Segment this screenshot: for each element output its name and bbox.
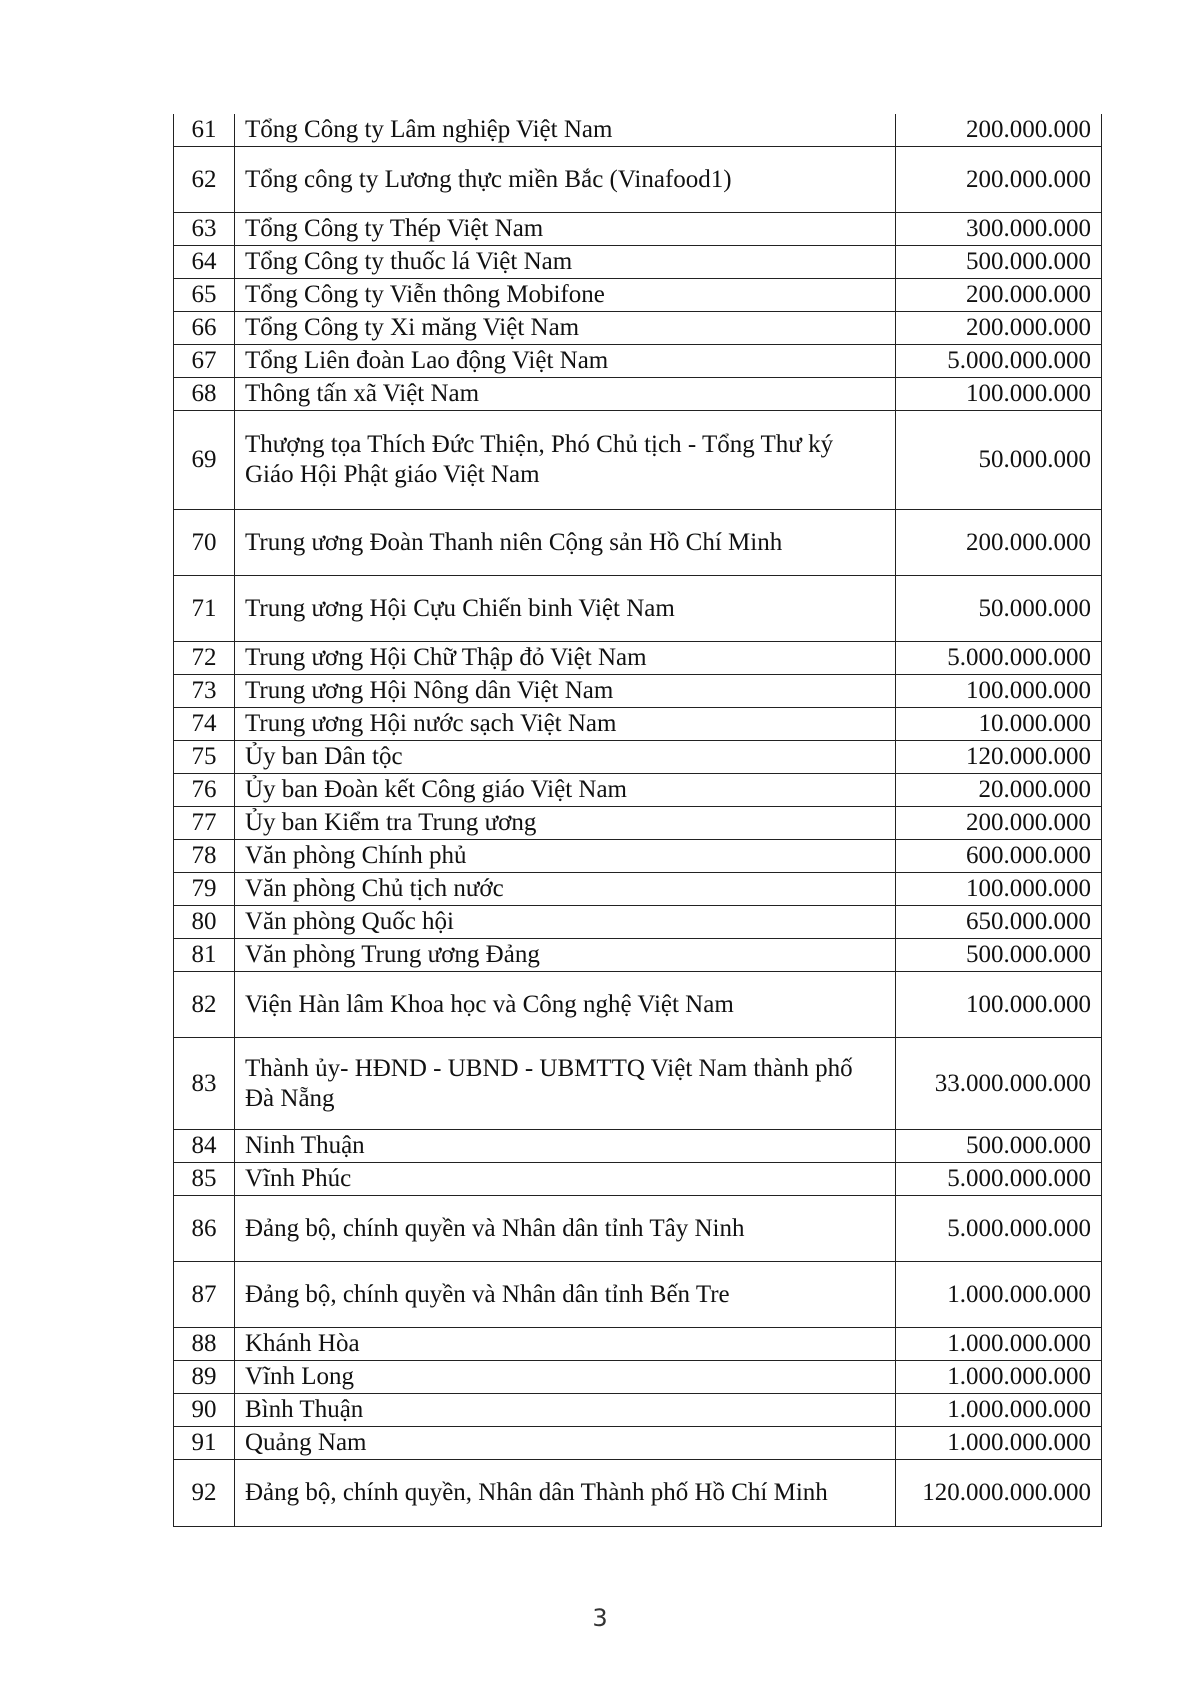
donor-name: Tổng Công ty Thép Việt Nam bbox=[235, 213, 896, 246]
donation-amount: 200.000.000 bbox=[896, 279, 1102, 312]
row-number: 90 bbox=[174, 1394, 235, 1427]
donor-name: Trung ương Hội Nông dân Việt Nam bbox=[235, 675, 896, 708]
table-row bbox=[174, 1262, 1102, 1328]
donor-name: Thành ủy- HĐND - UBND - UBMTTQ Việt Nam thành phố Đà Nẵng bbox=[235, 1038, 896, 1130]
donation-amount: 500.000.000 bbox=[896, 939, 1102, 972]
table-row bbox=[174, 1427, 1102, 1460]
row-number: 75 bbox=[174, 741, 235, 774]
donor-name: Trung ương Hội nước sạch Việt Nam bbox=[235, 708, 896, 741]
donor-name: Tổng Công ty Xi măng Việt Nam bbox=[235, 312, 896, 345]
donor-name: Trung ương Hội Chữ Thập đỏ Việt Nam bbox=[235, 642, 896, 675]
donation-amount: 50.000.000 bbox=[896, 411, 1102, 510]
table-row bbox=[174, 1163, 1102, 1196]
row-number: 72 bbox=[174, 642, 235, 675]
table-row bbox=[174, 1361, 1102, 1394]
table-row bbox=[174, 1394, 1102, 1427]
page-number: 3 bbox=[592, 1604, 608, 1632]
donor-name: Tổng Liên đoàn Lao động Việt Nam bbox=[235, 345, 896, 378]
donation-amount: 650.000.000 bbox=[896, 906, 1102, 939]
donations-table bbox=[173, 114, 1102, 1527]
donation-amount: 1.000.000.000 bbox=[896, 1328, 1102, 1361]
donor-name: Vĩnh Phúc bbox=[235, 1163, 896, 1196]
donation-amount: 300.000.000 bbox=[896, 213, 1102, 246]
donor-name: Đảng bộ, chính quyền, Nhân dân Thành phố Hồ Chí Minh bbox=[235, 1460, 896, 1527]
row-number: 86 bbox=[174, 1196, 235, 1262]
row-number: 88 bbox=[174, 1328, 235, 1361]
donation-amount: 1.000.000.000 bbox=[896, 1262, 1102, 1328]
table-row bbox=[174, 1460, 1102, 1527]
table-row bbox=[174, 246, 1102, 279]
row-number: 81 bbox=[174, 939, 235, 972]
donation-amount: 200.000.000 bbox=[896, 510, 1102, 576]
donation-amount: 5.000.000.000 bbox=[896, 1163, 1102, 1196]
donor-name: Tổng Công ty Viễn thông Mobifone bbox=[235, 279, 896, 312]
table-row bbox=[174, 1130, 1102, 1163]
donation-amount: 500.000.000 bbox=[896, 246, 1102, 279]
donor-name: Văn phòng Chủ tịch nước bbox=[235, 873, 896, 906]
table-row bbox=[174, 279, 1102, 312]
table-row bbox=[174, 873, 1102, 906]
donation-amount: 500.000.000 bbox=[896, 1130, 1102, 1163]
donation-amount: 1.000.000.000 bbox=[896, 1394, 1102, 1427]
table-row bbox=[174, 741, 1102, 774]
donation-amount: 200.000.000 bbox=[896, 114, 1102, 147]
donation-amount: 100.000.000 bbox=[896, 675, 1102, 708]
row-number: 89 bbox=[174, 1361, 235, 1394]
row-number: 74 bbox=[174, 708, 235, 741]
row-number: 78 bbox=[174, 840, 235, 873]
donor-name: Viện Hàn lâm Khoa học và Công nghệ Việt Nam bbox=[235, 972, 896, 1038]
table-row bbox=[174, 411, 1102, 510]
table-row bbox=[174, 939, 1102, 972]
donor-name: Ủy ban Đoàn kết Công giáo Việt Nam bbox=[235, 774, 896, 807]
row-number: 70 bbox=[174, 510, 235, 576]
donation-amount: 100.000.000 bbox=[896, 873, 1102, 906]
donation-amount: 5.000.000.000 bbox=[896, 642, 1102, 675]
table-row bbox=[174, 774, 1102, 807]
table-row bbox=[174, 972, 1102, 1038]
row-number: 82 bbox=[174, 972, 235, 1038]
donation-amount: 20.000.000 bbox=[896, 774, 1102, 807]
donation-amount: 200.000.000 bbox=[896, 312, 1102, 345]
donor-name: Văn phòng Quốc hội bbox=[235, 906, 896, 939]
donation-amount: 33.000.000.000 bbox=[896, 1038, 1102, 1130]
donor-name: Văn phòng Trung ương Đảng bbox=[235, 939, 896, 972]
donor-name: Bình Thuận bbox=[235, 1394, 896, 1427]
table-row bbox=[174, 1038, 1102, 1130]
donation-amount: 200.000.000 bbox=[896, 807, 1102, 840]
row-number: 67 bbox=[174, 345, 235, 378]
donation-amount: 1.000.000.000 bbox=[896, 1427, 1102, 1460]
donation-amount: 10.000.000 bbox=[896, 708, 1102, 741]
table-row bbox=[174, 1328, 1102, 1361]
table-row bbox=[174, 147, 1102, 213]
table-row bbox=[174, 906, 1102, 939]
donation-amount: 120.000.000.000 bbox=[896, 1460, 1102, 1527]
row-number: 91 bbox=[174, 1427, 235, 1460]
row-number: 63 bbox=[174, 213, 235, 246]
row-number: 79 bbox=[174, 873, 235, 906]
donation-amount: 1.000.000.000 bbox=[896, 1361, 1102, 1394]
row-number: 68 bbox=[174, 378, 235, 411]
donor-name: Tổng Công ty Lâm nghiệp Việt Nam bbox=[235, 114, 896, 147]
table-row bbox=[174, 675, 1102, 708]
table-row bbox=[174, 642, 1102, 675]
row-number: 61 bbox=[174, 114, 235, 147]
donor-name: Quảng Nam bbox=[235, 1427, 896, 1460]
donation-amount: 120.000.000 bbox=[896, 741, 1102, 774]
donor-name: Ủy ban Dân tộc bbox=[235, 741, 896, 774]
table-row bbox=[174, 708, 1102, 741]
donor-name: Ninh Thuận bbox=[235, 1130, 896, 1163]
row-number: 76 bbox=[174, 774, 235, 807]
row-number: 83 bbox=[174, 1038, 235, 1130]
row-number: 69 bbox=[174, 411, 235, 510]
donation-amount: 5.000.000.000 bbox=[896, 345, 1102, 378]
row-number: 66 bbox=[174, 312, 235, 345]
donation-amount: 100.000.000 bbox=[896, 972, 1102, 1038]
table-row bbox=[174, 840, 1102, 873]
donor-name: Tổng công ty Lương thực miền Bắc (Vinafood1) bbox=[235, 147, 896, 213]
table-row bbox=[174, 510, 1102, 576]
donor-name: Đảng bộ, chính quyền và Nhân dân tỉnh Bến Tre bbox=[235, 1262, 896, 1328]
table-row bbox=[174, 576, 1102, 642]
donor-name: Vĩnh Long bbox=[235, 1361, 896, 1394]
row-number: 87 bbox=[174, 1262, 235, 1328]
donor-name: Văn phòng Chính phủ bbox=[235, 840, 896, 873]
row-number: 92 bbox=[174, 1460, 235, 1527]
donation-amount: 600.000.000 bbox=[896, 840, 1102, 873]
row-number: 84 bbox=[174, 1130, 235, 1163]
row-number: 73 bbox=[174, 675, 235, 708]
row-number: 80 bbox=[174, 906, 235, 939]
row-number: 85 bbox=[174, 1163, 235, 1196]
donor-name: Trung ương Hội Cựu Chiến binh Việt Nam bbox=[235, 576, 896, 642]
table-row bbox=[174, 114, 1102, 147]
donor-name: Thông tấn xã Việt Nam bbox=[235, 378, 896, 411]
table-row bbox=[174, 312, 1102, 345]
donor-name: Thượng tọa Thích Đức Thiện, Phó Chủ tịch - Tổng Thư ký Giáo Hội Phật giáo Việt Nam bbox=[235, 411, 896, 510]
donor-name: Ủy ban Kiểm tra Trung ương bbox=[235, 807, 896, 840]
donation-amount: 50.000.000 bbox=[896, 576, 1102, 642]
donor-name: Khánh Hòa bbox=[235, 1328, 896, 1361]
row-number: 64 bbox=[174, 246, 235, 279]
table-row bbox=[174, 378, 1102, 411]
table-row bbox=[174, 213, 1102, 246]
donor-name: Đảng bộ, chính quyền và Nhân dân tỉnh Tây Ninh bbox=[235, 1196, 896, 1262]
row-number: 71 bbox=[174, 576, 235, 642]
row-number: 62 bbox=[174, 147, 235, 213]
table-row bbox=[174, 345, 1102, 378]
donation-amount: 200.000.000 bbox=[896, 147, 1102, 213]
row-number: 77 bbox=[174, 807, 235, 840]
donation-amount: 100.000.000 bbox=[896, 378, 1102, 411]
donor-name: Tổng Công ty thuốc lá Việt Nam bbox=[235, 246, 896, 279]
table-row bbox=[174, 807, 1102, 840]
donor-name: Trung ương Đoàn Thanh niên Cộng sản Hồ Chí Minh bbox=[235, 510, 896, 576]
row-number: 65 bbox=[174, 279, 235, 312]
donation-amount: 5.000.000.000 bbox=[896, 1196, 1102, 1262]
table-row bbox=[174, 1196, 1102, 1262]
